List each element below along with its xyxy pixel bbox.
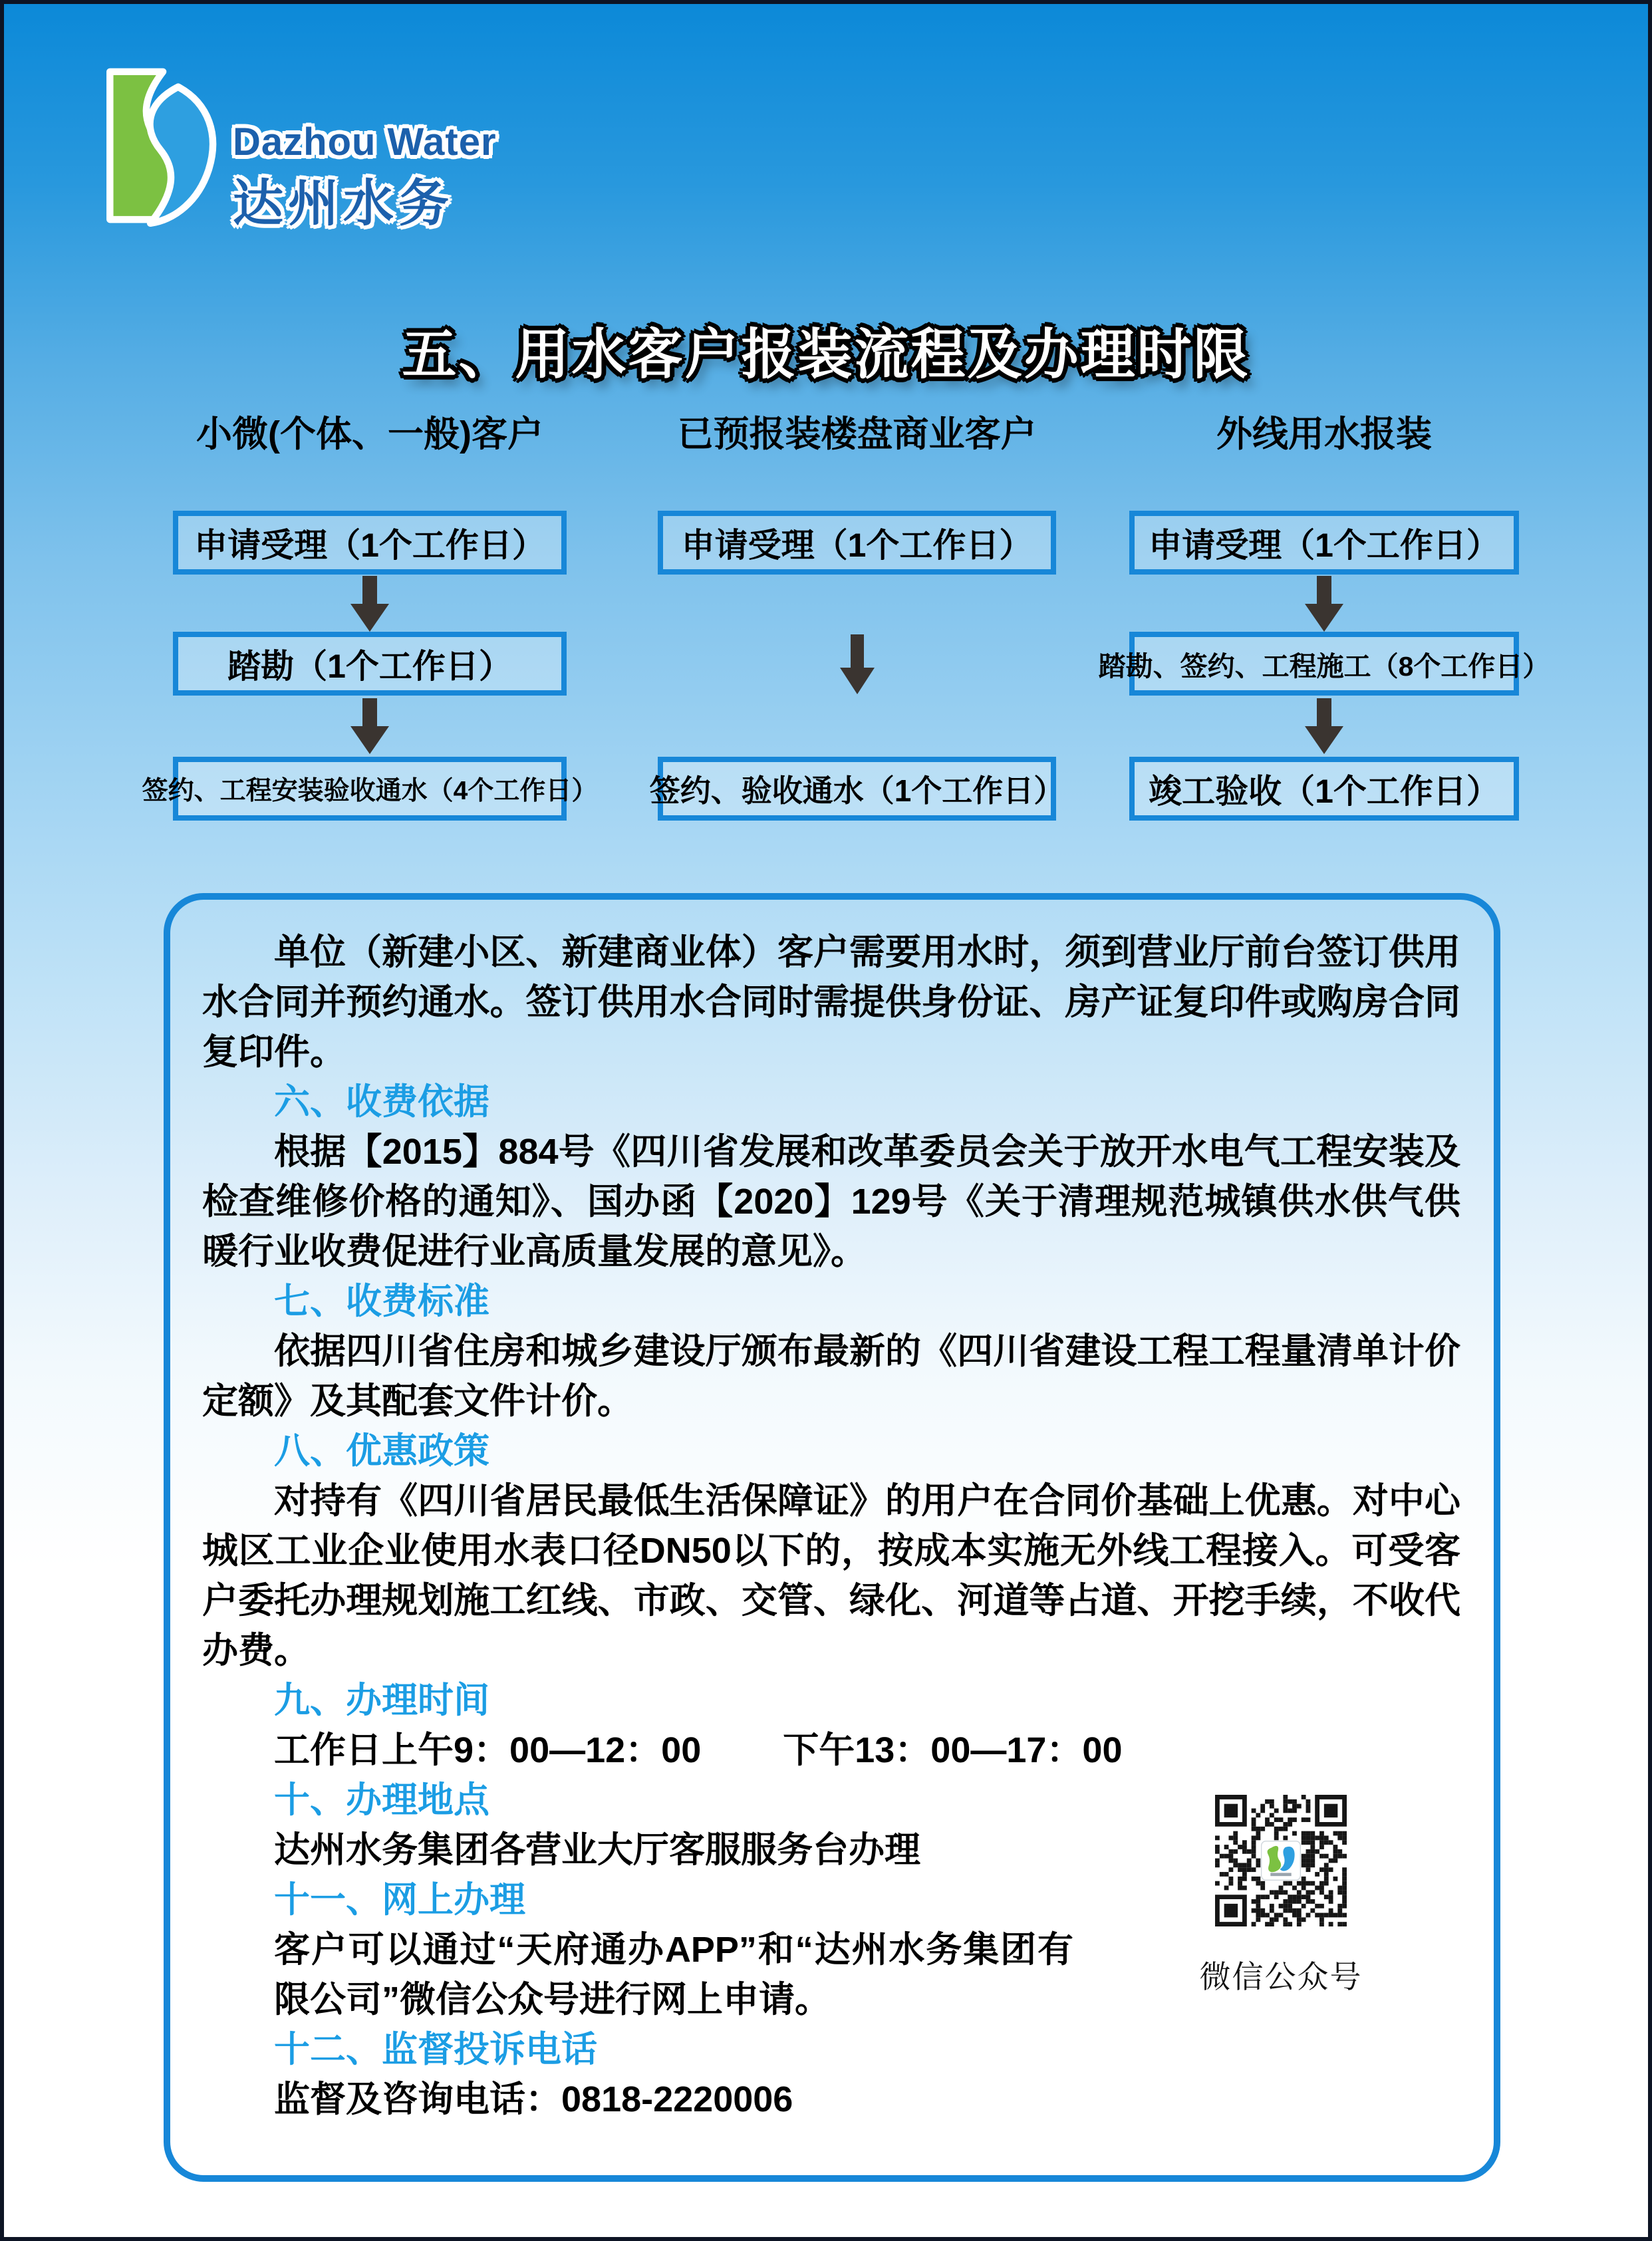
brand-header [101, 61, 497, 232]
section-heading-preferential-policy: 八、优惠政策 [274, 1431, 489, 1471]
down-arrow-icon [840, 634, 875, 694]
flow-external-line-installation [1098, 406, 1550, 838]
down-arrow-icon [1305, 576, 1343, 632]
flow-step-box: 踏勘（1个工作日） [173, 632, 567, 696]
section-body-service-hours: 工作日上午9：00—12：00 下午13：00—17：00 [274, 1730, 1123, 1770]
flow-header: 外线用水报装 [1216, 414, 1432, 454]
brand-text [233, 120, 497, 235]
brand-name-zh: 达州水务 [233, 176, 454, 232]
flow-step-box: 申请受理（1个工作日） [173, 511, 567, 575]
section-body-preferential-policy: 对持有《四川省居民最低生活保障证》的用户在合同价基础上优惠。对中心城区工业企业使用水表口径DN50以下的，按成本实施无外线工程接入。可受客户委托办理规划施工红线、市政、交管、绿化、河道等占道、开挖手续，不收代办费。 [202, 1481, 1460, 1670]
flow-step-box: 踏勘、签约、工程施工（8个工作日） [1129, 632, 1519, 696]
section-heading-fees-basis: 六、收费依据 [274, 1082, 489, 1122]
section-heading-service-location: 十、办理地点 [274, 1780, 489, 1820]
section-body-service-location: 达州水务集团各营业大厅客服服务台办理 [274, 1830, 920, 1870]
flow-step-box: 申请受理（1个工作日） [1129, 511, 1519, 575]
intro-paragraph: 单位（新建小区、新建商业体）客户需要用水时，须到营业厅前台签订供用水合同并预约通水。签订供用水合同时需提供身份证、房产证复印件或购房合同复印件。 [202, 932, 1460, 1072]
section-body-complaint-hotline: 监督及咨询电话：0818-2220006 [274, 2079, 793, 2119]
section-heading-service-hours: 九、办理时间 [274, 1680, 489, 1720]
section-heading-online-service: 十一、网上办理 [274, 1880, 525, 1920]
section-body-fee-standard: 依据四川省住房和城乡建设厅颁布最新的《四川省建设工程工程量清单计价定额》及其配套文件计价。 [202, 1331, 1460, 1421]
flow-step-box: 签约、工程安装验收通水（4个工作日） [173, 757, 567, 821]
wechat-qr-code [1215, 1795, 1347, 1926]
page-title: 五、用水客户报装流程及办理时限 [402, 325, 1250, 385]
wechat-qr-block [1194, 1795, 1367, 1994]
flow-step-box: 竣工验收（1个工作日） [1129, 757, 1519, 821]
section-heading-complaint-hotline: 十二、监督投诉电话 [274, 2030, 597, 2069]
qr-label: 微信公众号 [1199, 1959, 1363, 1994]
down-arrow-icon [1305, 698, 1343, 754]
section-body-fees-basis: 根据【2015】884号《四川省发展和改革委员会关于放开水电气工程安装及检查维修价格的通知》、国办函【2020】129号《关于清理规范城镇供水供气供暖行业收费促进行业高质量发展的意见》。 [202, 1132, 1460, 1271]
flow-small-micro-customers [142, 406, 598, 838]
flow-step-box: 申请受理（1个工作日） [658, 511, 1056, 575]
dazhou-water-logo-icon [101, 61, 227, 229]
flow-header: 已预报装楼盘商业客户 [677, 414, 1037, 454]
info-panel [164, 893, 1500, 2182]
section-heading-fee-standard: 七、收费标准 [274, 1281, 489, 1321]
brand-name-en: Dazhou Water [233, 120, 497, 164]
down-arrow-icon [350, 576, 389, 632]
flow-prebuilt-commercial-customers [639, 406, 1075, 838]
flow-step-box: 签约、验收通水（1个工作日） [658, 757, 1056, 821]
flow-header: 小微(个体、一般)客户 [196, 414, 543, 454]
flowcharts [4, 406, 1648, 838]
down-arrow-icon [350, 698, 389, 754]
section-body-online-service: 客户可以通过“天府通办APP”和“达州水务集团有限公司”微信公众号进行网上申请。 [274, 1930, 1073, 2020]
